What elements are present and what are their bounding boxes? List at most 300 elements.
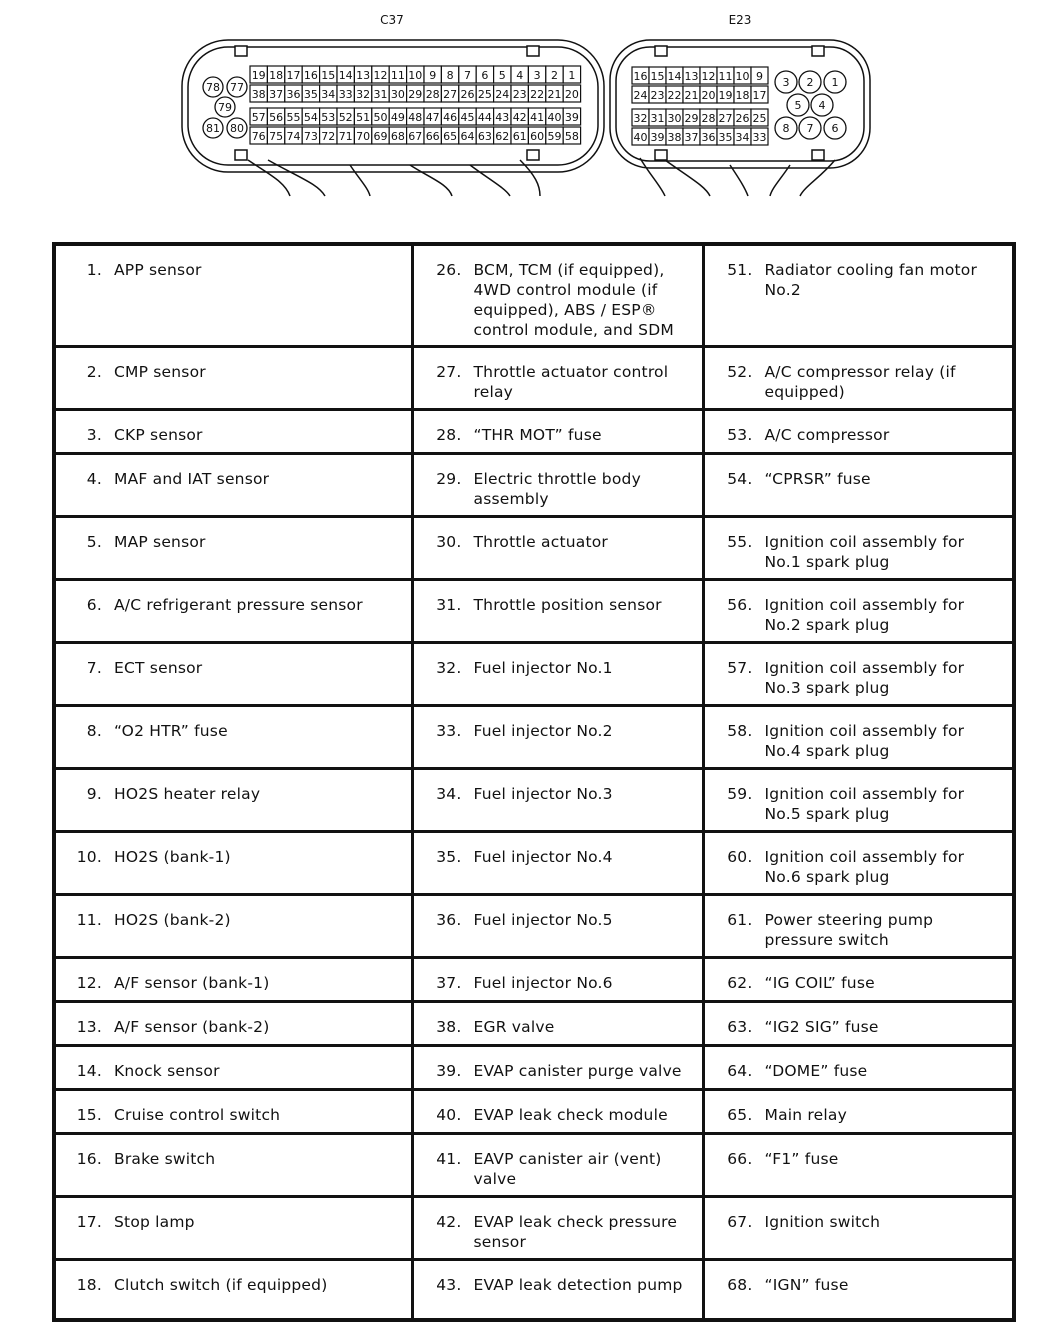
pin-label: 31 xyxy=(373,88,388,101)
pin-entry xyxy=(56,581,411,615)
pin-label: 18 xyxy=(735,89,750,102)
table-cell xyxy=(54,1089,412,1133)
pin-entry xyxy=(705,1003,1013,1037)
table-cell xyxy=(54,1045,412,1089)
pin-entry xyxy=(705,896,1013,950)
pin-label: 13 xyxy=(356,69,371,82)
pin-label: 34 xyxy=(321,88,336,101)
pin-description: ECT sensor xyxy=(114,658,203,677)
table-cell xyxy=(54,957,412,1001)
pin-label: 20 xyxy=(564,88,579,101)
pin-description: Ignition coil assembly for No.4 spark plug xyxy=(764,721,965,760)
pin-entry xyxy=(56,1003,411,1037)
table-row xyxy=(54,1133,1014,1196)
pin-label: 17 xyxy=(752,89,767,102)
table-cell xyxy=(412,642,703,705)
pin-label: 39 xyxy=(650,131,665,144)
table-cell xyxy=(412,1259,703,1320)
pin-label: 25 xyxy=(477,88,492,101)
pin-description: Fuel injector No.4 xyxy=(473,847,613,866)
pin-entry xyxy=(705,707,1013,761)
pin-label: 35 xyxy=(303,88,318,101)
pin-number: 10. xyxy=(76,847,102,866)
round-pin-label: 5 xyxy=(794,99,802,112)
pin-description: Ignition coil assembly for No.5 spark plug xyxy=(764,784,965,823)
pin-label: 9 xyxy=(756,70,763,83)
table-row xyxy=(54,579,1014,642)
pin-number: 66. xyxy=(727,1149,753,1168)
pin-label: 30 xyxy=(390,88,405,101)
pin-entry xyxy=(414,896,702,930)
pin-label: 33 xyxy=(338,88,353,101)
pin-entry xyxy=(56,896,411,930)
pin-label: 62 xyxy=(495,130,510,143)
pin-label: 67 xyxy=(408,130,423,143)
pin-assignment-table xyxy=(52,242,1016,1322)
pin-entry xyxy=(705,246,1013,300)
pin-description: EVAP leak check pressure sensor xyxy=(473,1212,678,1251)
pin-description: Brake switch xyxy=(114,1149,216,1168)
pin-entry xyxy=(56,959,411,993)
pin-description: CKP sensor xyxy=(114,425,203,444)
pin-label: 16 xyxy=(303,69,318,82)
pin-label: 59 xyxy=(547,130,562,143)
pin-label: 56 xyxy=(269,111,284,124)
table-cell xyxy=(703,1196,1014,1259)
pin-entry xyxy=(705,770,1013,824)
pin-label: 54 xyxy=(303,111,318,124)
table-cell xyxy=(54,831,412,894)
pin-entry xyxy=(414,1261,702,1295)
pin-label: 27 xyxy=(443,88,458,101)
pin-entry xyxy=(56,1198,411,1232)
pin-entry xyxy=(414,581,702,615)
pin-number: 37. xyxy=(436,973,462,992)
pin-number: 51. xyxy=(727,261,753,279)
pin-number: 8. xyxy=(86,721,102,740)
pin-number: 61. xyxy=(727,910,753,929)
pin-entry xyxy=(414,1003,702,1037)
table-row xyxy=(54,409,1014,453)
table-cell xyxy=(54,1196,412,1259)
pin-label: 33 xyxy=(752,131,767,144)
table-row xyxy=(54,1089,1014,1133)
pin-number: 59. xyxy=(727,784,753,803)
pin-label: 1 xyxy=(568,69,576,82)
pin-description: “O2 HTR” fuse xyxy=(114,721,228,740)
pin-description: A/C compressor relay (if equipped) xyxy=(764,362,956,401)
pin-description: Knock sensor xyxy=(114,1061,220,1080)
pin-label: 36 xyxy=(286,88,301,101)
pin-number: 36. xyxy=(436,910,462,929)
pin-label: 55 xyxy=(286,111,301,124)
table-cell xyxy=(54,453,412,516)
table-row xyxy=(54,705,1014,768)
pin-label: 40 xyxy=(633,131,648,144)
pin-entry xyxy=(705,581,1013,635)
pin-description: Fuel injector No.1 xyxy=(473,658,613,677)
pin-description: Ignition coil assembly for No.6 spark plug xyxy=(764,847,965,886)
round-pin-label: 4 xyxy=(818,99,826,112)
pin-number: 30. xyxy=(436,532,462,551)
table-cell xyxy=(412,1133,703,1196)
pin-entry xyxy=(414,348,702,402)
pin-label: 32 xyxy=(633,112,648,125)
pin-label: 21 xyxy=(684,89,699,102)
pin-label: 38 xyxy=(667,131,682,144)
pin-label: 10 xyxy=(735,70,750,83)
pin-description: A/F sensor (bank-1) xyxy=(114,973,270,992)
pin-label: 50 xyxy=(373,111,388,124)
pin-label: 13 xyxy=(684,70,699,83)
pin-number: 57. xyxy=(727,658,753,677)
table-row xyxy=(54,1001,1014,1045)
pin-entry xyxy=(56,455,411,489)
pin-entry xyxy=(414,1047,702,1081)
pin-label: 9 xyxy=(429,69,437,82)
pin-label: 22 xyxy=(530,88,545,101)
round-pin-label: 80 xyxy=(230,122,244,135)
pin-label: 11 xyxy=(718,70,733,83)
pin-label: 72 xyxy=(321,130,336,143)
pin-description: Power steering pump pressure switch xyxy=(764,910,934,949)
pin-label: 45 xyxy=(460,111,475,124)
pin-description: MAF and IAT sensor xyxy=(114,469,270,488)
pin-number: 52. xyxy=(727,362,753,381)
pin-label: 37 xyxy=(684,131,699,144)
pin-number: 2. xyxy=(86,362,102,381)
pin-label: 12 xyxy=(373,69,388,82)
pin-entry xyxy=(414,518,702,552)
pin-description: Main relay xyxy=(764,1105,847,1124)
pin-label: 31 xyxy=(650,112,665,125)
connector-diagram xyxy=(0,0,1056,215)
table-row xyxy=(54,642,1014,705)
pin-label: 51 xyxy=(356,111,371,124)
pin-description: Fuel injector No.6 xyxy=(473,973,613,992)
table-cell xyxy=(703,453,1014,516)
pin-entry xyxy=(56,1091,411,1125)
pin-label: 64 xyxy=(460,130,475,143)
pin-description: Throttle position sensor xyxy=(473,595,662,614)
pin-number: 12. xyxy=(76,973,102,992)
pin-label: 52 xyxy=(338,111,353,124)
table-cell xyxy=(703,642,1014,705)
pin-description: A/F sensor (bank-2) xyxy=(114,1017,270,1036)
pin-entry xyxy=(56,411,411,445)
pin-entry xyxy=(705,348,1013,402)
pin-number: 55. xyxy=(727,532,753,551)
pin-number: 1. xyxy=(86,261,102,279)
pin-description: Fuel injector No.5 xyxy=(473,910,613,929)
pin-entry xyxy=(56,644,411,678)
pin-label: 14 xyxy=(667,70,682,83)
pin-label: 57 xyxy=(251,111,266,124)
pin-label: 41 xyxy=(530,111,545,124)
pin-label: 70 xyxy=(356,130,371,143)
c37-title: C37 xyxy=(380,13,404,27)
pin-description: Clutch switch (if equipped) xyxy=(114,1275,328,1294)
pin-number: 53. xyxy=(727,425,753,444)
table-cell xyxy=(412,516,703,579)
table-cell xyxy=(703,346,1014,409)
pin-entry xyxy=(414,833,702,867)
pin-label: 63 xyxy=(477,130,492,143)
pin-number: 64. xyxy=(727,1061,753,1080)
pin-number: 6. xyxy=(86,595,102,614)
round-pin-label: 79 xyxy=(218,101,232,114)
pin-label: 23 xyxy=(650,89,665,102)
pin-number: 3. xyxy=(86,425,102,444)
table-cell xyxy=(703,244,1014,346)
table-cell xyxy=(54,768,412,831)
pin-entry xyxy=(56,518,411,552)
pin-label: 16 xyxy=(633,70,648,83)
pin-entry xyxy=(414,644,702,678)
pin-label: 24 xyxy=(633,89,648,102)
pin-description: “DOME” fuse xyxy=(764,1061,868,1080)
pin-label: 15 xyxy=(321,69,336,82)
pin-label: 68 xyxy=(390,130,405,143)
table-row xyxy=(54,768,1014,831)
pin-number: 68. xyxy=(727,1275,753,1294)
pin-number: 5. xyxy=(86,532,102,551)
table-cell xyxy=(54,1001,412,1045)
pin-description: Stop lamp xyxy=(114,1212,195,1231)
pin-description: “CPRSR” fuse xyxy=(764,469,871,488)
pin-entry xyxy=(56,348,411,382)
pin-label: 2 xyxy=(551,69,558,82)
pin-label: 35 xyxy=(718,131,733,144)
pin-entry xyxy=(705,518,1013,572)
pin-number: 35. xyxy=(436,847,462,866)
c37-round-pins xyxy=(203,77,247,138)
round-pin-label: 3 xyxy=(782,76,790,89)
pin-description: “IG2 SIG” fuse xyxy=(764,1017,879,1036)
table-cell xyxy=(54,705,412,768)
table-cell xyxy=(412,1001,703,1045)
pin-label: 37 xyxy=(269,88,284,101)
pin-label: 71 xyxy=(338,130,353,143)
table-cell xyxy=(412,579,703,642)
pin-label: 42 xyxy=(512,111,527,124)
pin-number: 18. xyxy=(76,1275,102,1294)
pin-number: 65. xyxy=(727,1105,753,1124)
pin-label: 76 xyxy=(251,130,266,143)
table-cell xyxy=(703,516,1014,579)
pin-number: 60. xyxy=(727,847,753,866)
round-pin-label: 6 xyxy=(831,122,839,135)
pin-entry xyxy=(414,246,702,340)
round-pin-label: 1 xyxy=(831,76,839,89)
pin-number: 27. xyxy=(436,362,462,381)
pin-label: 38 xyxy=(251,88,266,101)
table-cell xyxy=(412,957,703,1001)
pin-entry xyxy=(56,1135,411,1169)
pin-label: 26 xyxy=(460,88,475,101)
pin-description: “F1” fuse xyxy=(764,1149,839,1168)
pin-entry xyxy=(414,1198,702,1252)
table-cell xyxy=(412,831,703,894)
pin-label: 58 xyxy=(564,130,579,143)
pin-description: Ignition coil assembly for No.3 spark plug xyxy=(764,658,965,697)
table-cell xyxy=(412,768,703,831)
table-row xyxy=(54,957,1014,1001)
pin-number: 11. xyxy=(76,910,102,929)
pin-description: Radiator cooling fan motor No.2 xyxy=(764,261,978,299)
pin-entry xyxy=(705,1261,1013,1295)
pin-description: Ignition coil assembly for No.2 spark plug xyxy=(764,595,965,634)
table-cell xyxy=(703,409,1014,453)
pin-label: 75 xyxy=(269,130,284,143)
pin-entry xyxy=(414,770,702,804)
pin-entry xyxy=(414,1135,702,1189)
pin-entry xyxy=(56,1047,411,1081)
c37-pin-grid xyxy=(250,66,581,144)
pin-number: 29. xyxy=(436,469,462,488)
pin-number: 41. xyxy=(436,1149,462,1168)
pin-label: 19 xyxy=(251,69,266,82)
pin-description: Throttle actuator xyxy=(473,532,608,551)
pin-number: 13. xyxy=(76,1017,102,1036)
pin-label: 20 xyxy=(701,89,716,102)
pin-number: 7. xyxy=(86,658,102,677)
pin-description: Fuel injector No.2 xyxy=(473,721,613,740)
pin-number: 26. xyxy=(436,261,462,279)
pin-description: A/C compressor xyxy=(764,425,890,444)
pin-number: 34. xyxy=(436,784,462,803)
table-cell xyxy=(54,409,412,453)
pin-number: 14. xyxy=(76,1061,102,1080)
pin-label: 74 xyxy=(286,130,301,143)
table-cell xyxy=(703,1089,1014,1133)
table-cell xyxy=(412,409,703,453)
pin-label: 12 xyxy=(701,70,716,83)
pin-label: 27 xyxy=(718,112,733,125)
pin-number: 56. xyxy=(727,595,753,614)
pin-number: 32. xyxy=(436,658,462,677)
pin-entry xyxy=(705,833,1013,887)
table-row xyxy=(54,516,1014,579)
pin-description: Cruise control switch xyxy=(114,1105,281,1124)
pin-label: 19 xyxy=(718,89,733,102)
pin-number: 43. xyxy=(436,1275,462,1294)
pin-number: 38. xyxy=(436,1017,462,1036)
pin-entry xyxy=(705,959,1013,993)
table-row xyxy=(54,1259,1014,1320)
pin-description: Ignition coil assembly for No.1 spark plug xyxy=(764,532,965,571)
pin-entry xyxy=(414,959,702,993)
pin-entry xyxy=(705,644,1013,698)
pin-label: 46 xyxy=(443,111,458,124)
pin-entry xyxy=(705,1091,1013,1125)
pin-description: HO2S (bank-2) xyxy=(114,910,231,929)
table-cell xyxy=(703,705,1014,768)
table-cell xyxy=(412,1045,703,1089)
pin-number: 16. xyxy=(76,1149,102,1168)
pin-entry xyxy=(705,1135,1013,1169)
pin-label: 25 xyxy=(752,112,767,125)
table-cell xyxy=(703,894,1014,957)
pin-entry xyxy=(56,833,411,867)
pin-number: 4. xyxy=(86,469,102,488)
table-cell xyxy=(703,831,1014,894)
pin-entry xyxy=(705,411,1013,445)
pin-label: 18 xyxy=(269,69,284,82)
pin-description: EVAP canister purge valve xyxy=(473,1061,682,1080)
pin-description: “IG COIL” fuse xyxy=(764,973,875,992)
pin-label: 32 xyxy=(356,88,371,101)
table-cell xyxy=(54,642,412,705)
pin-description: “THR MOT” fuse xyxy=(473,425,602,444)
pin-description: MAP sensor xyxy=(114,532,206,551)
round-pin-label: 77 xyxy=(230,81,244,94)
table-cell xyxy=(412,244,703,346)
pin-label: 44 xyxy=(477,111,492,124)
pin-label: 10 xyxy=(408,69,423,82)
pin-number: 63. xyxy=(727,1017,753,1036)
pin-number: 42. xyxy=(436,1212,462,1231)
table-row xyxy=(54,1045,1014,1089)
pin-label: 69 xyxy=(373,130,388,143)
pin-label: 61 xyxy=(512,130,527,143)
pin-label: 53 xyxy=(321,111,336,124)
pin-label: 5 xyxy=(498,69,506,82)
pin-label: 28 xyxy=(701,112,716,125)
pin-label: 4 xyxy=(516,69,524,82)
table-cell xyxy=(54,516,412,579)
pin-entry xyxy=(56,1261,411,1295)
pin-label: 26 xyxy=(735,112,750,125)
pin-entry xyxy=(705,1047,1013,1081)
table-cell xyxy=(54,1133,412,1196)
e23-round-pins xyxy=(775,71,846,139)
pin-entry xyxy=(414,1091,702,1125)
pin-entry xyxy=(414,707,702,741)
pin-entry xyxy=(414,411,702,445)
pin-description: EGR valve xyxy=(473,1017,555,1036)
round-pin-label: 81 xyxy=(206,122,220,135)
pin-entry xyxy=(414,455,702,509)
e23-pin-grid xyxy=(632,67,768,145)
pin-number: 15. xyxy=(76,1105,102,1124)
table-cell xyxy=(54,579,412,642)
table-row xyxy=(54,244,1014,346)
pin-number: 58. xyxy=(727,721,753,740)
pin-description: Fuel injector No.3 xyxy=(473,784,613,803)
pin-label: 17 xyxy=(286,69,301,82)
pin-number: 31. xyxy=(436,595,462,614)
pin-label: 21 xyxy=(547,88,562,101)
pin-description: CMP sensor xyxy=(114,362,206,381)
pin-label: 49 xyxy=(390,111,405,124)
pin-description: HO2S heater relay xyxy=(114,784,261,803)
pin-label: 3 xyxy=(533,69,541,82)
pin-entry xyxy=(56,707,411,741)
table-cell xyxy=(412,705,703,768)
pin-description: EAVP canister air (vent) valve xyxy=(473,1149,662,1188)
round-pin-label: 8 xyxy=(782,122,790,135)
pin-label: 73 xyxy=(303,130,318,143)
pin-description: EVAP leak detection pump xyxy=(473,1275,683,1294)
round-pin-label: 7 xyxy=(806,122,814,135)
pin-label: 65 xyxy=(443,130,458,143)
round-pin-label: 78 xyxy=(206,81,220,94)
table-cell xyxy=(703,957,1014,1001)
pin-number: 17. xyxy=(76,1212,102,1231)
table-cell xyxy=(703,1045,1014,1089)
table-cell xyxy=(703,1133,1014,1196)
